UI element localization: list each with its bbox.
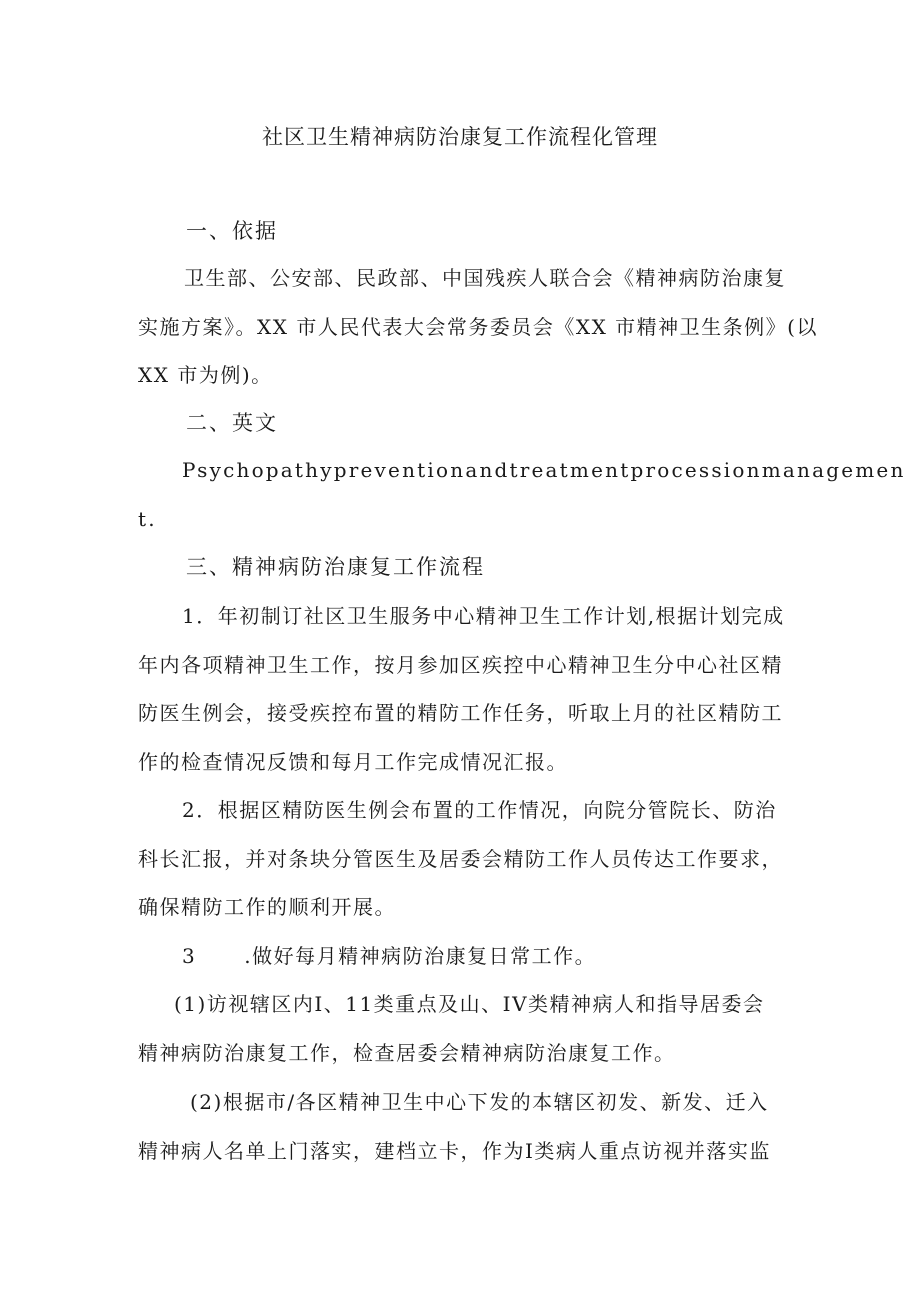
item2-line-2: 科长汇报，并对条块分管医生及居委会精防工作人员传达工作要求，	[138, 846, 783, 871]
basis-paragraph	[138, 254, 818, 400]
section-heading-process: 三、精神病防治康复工作流程	[186, 555, 485, 579]
section-heading-english: 二、英文	[186, 411, 278, 435]
sub2-line-2: 精神病人名单上门落实，建档立卡，作为I类病人重点访视并落实监	[138, 1138, 771, 1163]
item1-line-4: 作的检查情况反馈和每月工作完成情况汇报。	[138, 749, 568, 774]
process-item-2	[138, 786, 790, 932]
basis-line-1: 卫生部、公安部、民政部、中国残疾人联合会《精神病防治康复	[184, 266, 786, 290]
basis-line-2: 实施方案》。XX 市人民代表大会常务委员会《XX 市精神卫生条例》(以	[138, 314, 818, 339]
document-title: 社区卫生精神病防治康复工作流程化管理	[262, 125, 658, 149]
item3-text: .做好每月精神病防治康复日常工作。	[244, 944, 597, 968]
sub1-line-1: (1)访视辖区内I、11类重点及山、IV类精神病人和指导居委会	[174, 992, 765, 1016]
item3-line	[138, 932, 790, 981]
process-item-1	[138, 592, 790, 786]
item1-line-2: 年内各项精神卫生工作，按月参加区疾控中心精神卫生分中心社区精	[138, 652, 783, 677]
process-sub-1	[138, 980, 790, 1077]
section-heading-basis: 一、依据	[186, 219, 278, 243]
sub2-line-1: (2)根据市/各区精神卫生中心下发的本辖区初发、新发、迁入	[190, 1090, 769, 1114]
item2-line-1: 2．根据区精防医生例会布置的工作情况，向院分管院长、防治	[182, 798, 777, 822]
sub1-line-2: 精神病防治康复工作，检查居委会精神病防治康复工作。	[138, 1040, 676, 1065]
item1-line-1: 1．年初制订社区卫生服务中心精神卫生工作计划,根据计划完成	[182, 604, 785, 628]
item3-number: 3	[182, 944, 197, 968]
item2-line-3: 确保精防工作的顺利开展。	[138, 895, 396, 919]
english-line-2: t.	[138, 506, 157, 531]
item1-line-3: 防医生例会，接受疾控布置的精防工作任务，听取上月的社区精防工	[138, 701, 783, 725]
english-paragraph	[138, 446, 906, 543]
english-line-1: Psychopathypreventionandtreatmentprocessionmanagemen	[182, 458, 906, 482]
process-item-3	[138, 932, 790, 981]
process-sub-2	[138, 1078, 790, 1175]
basis-line-3: XX 市为例)。	[138, 363, 273, 387]
